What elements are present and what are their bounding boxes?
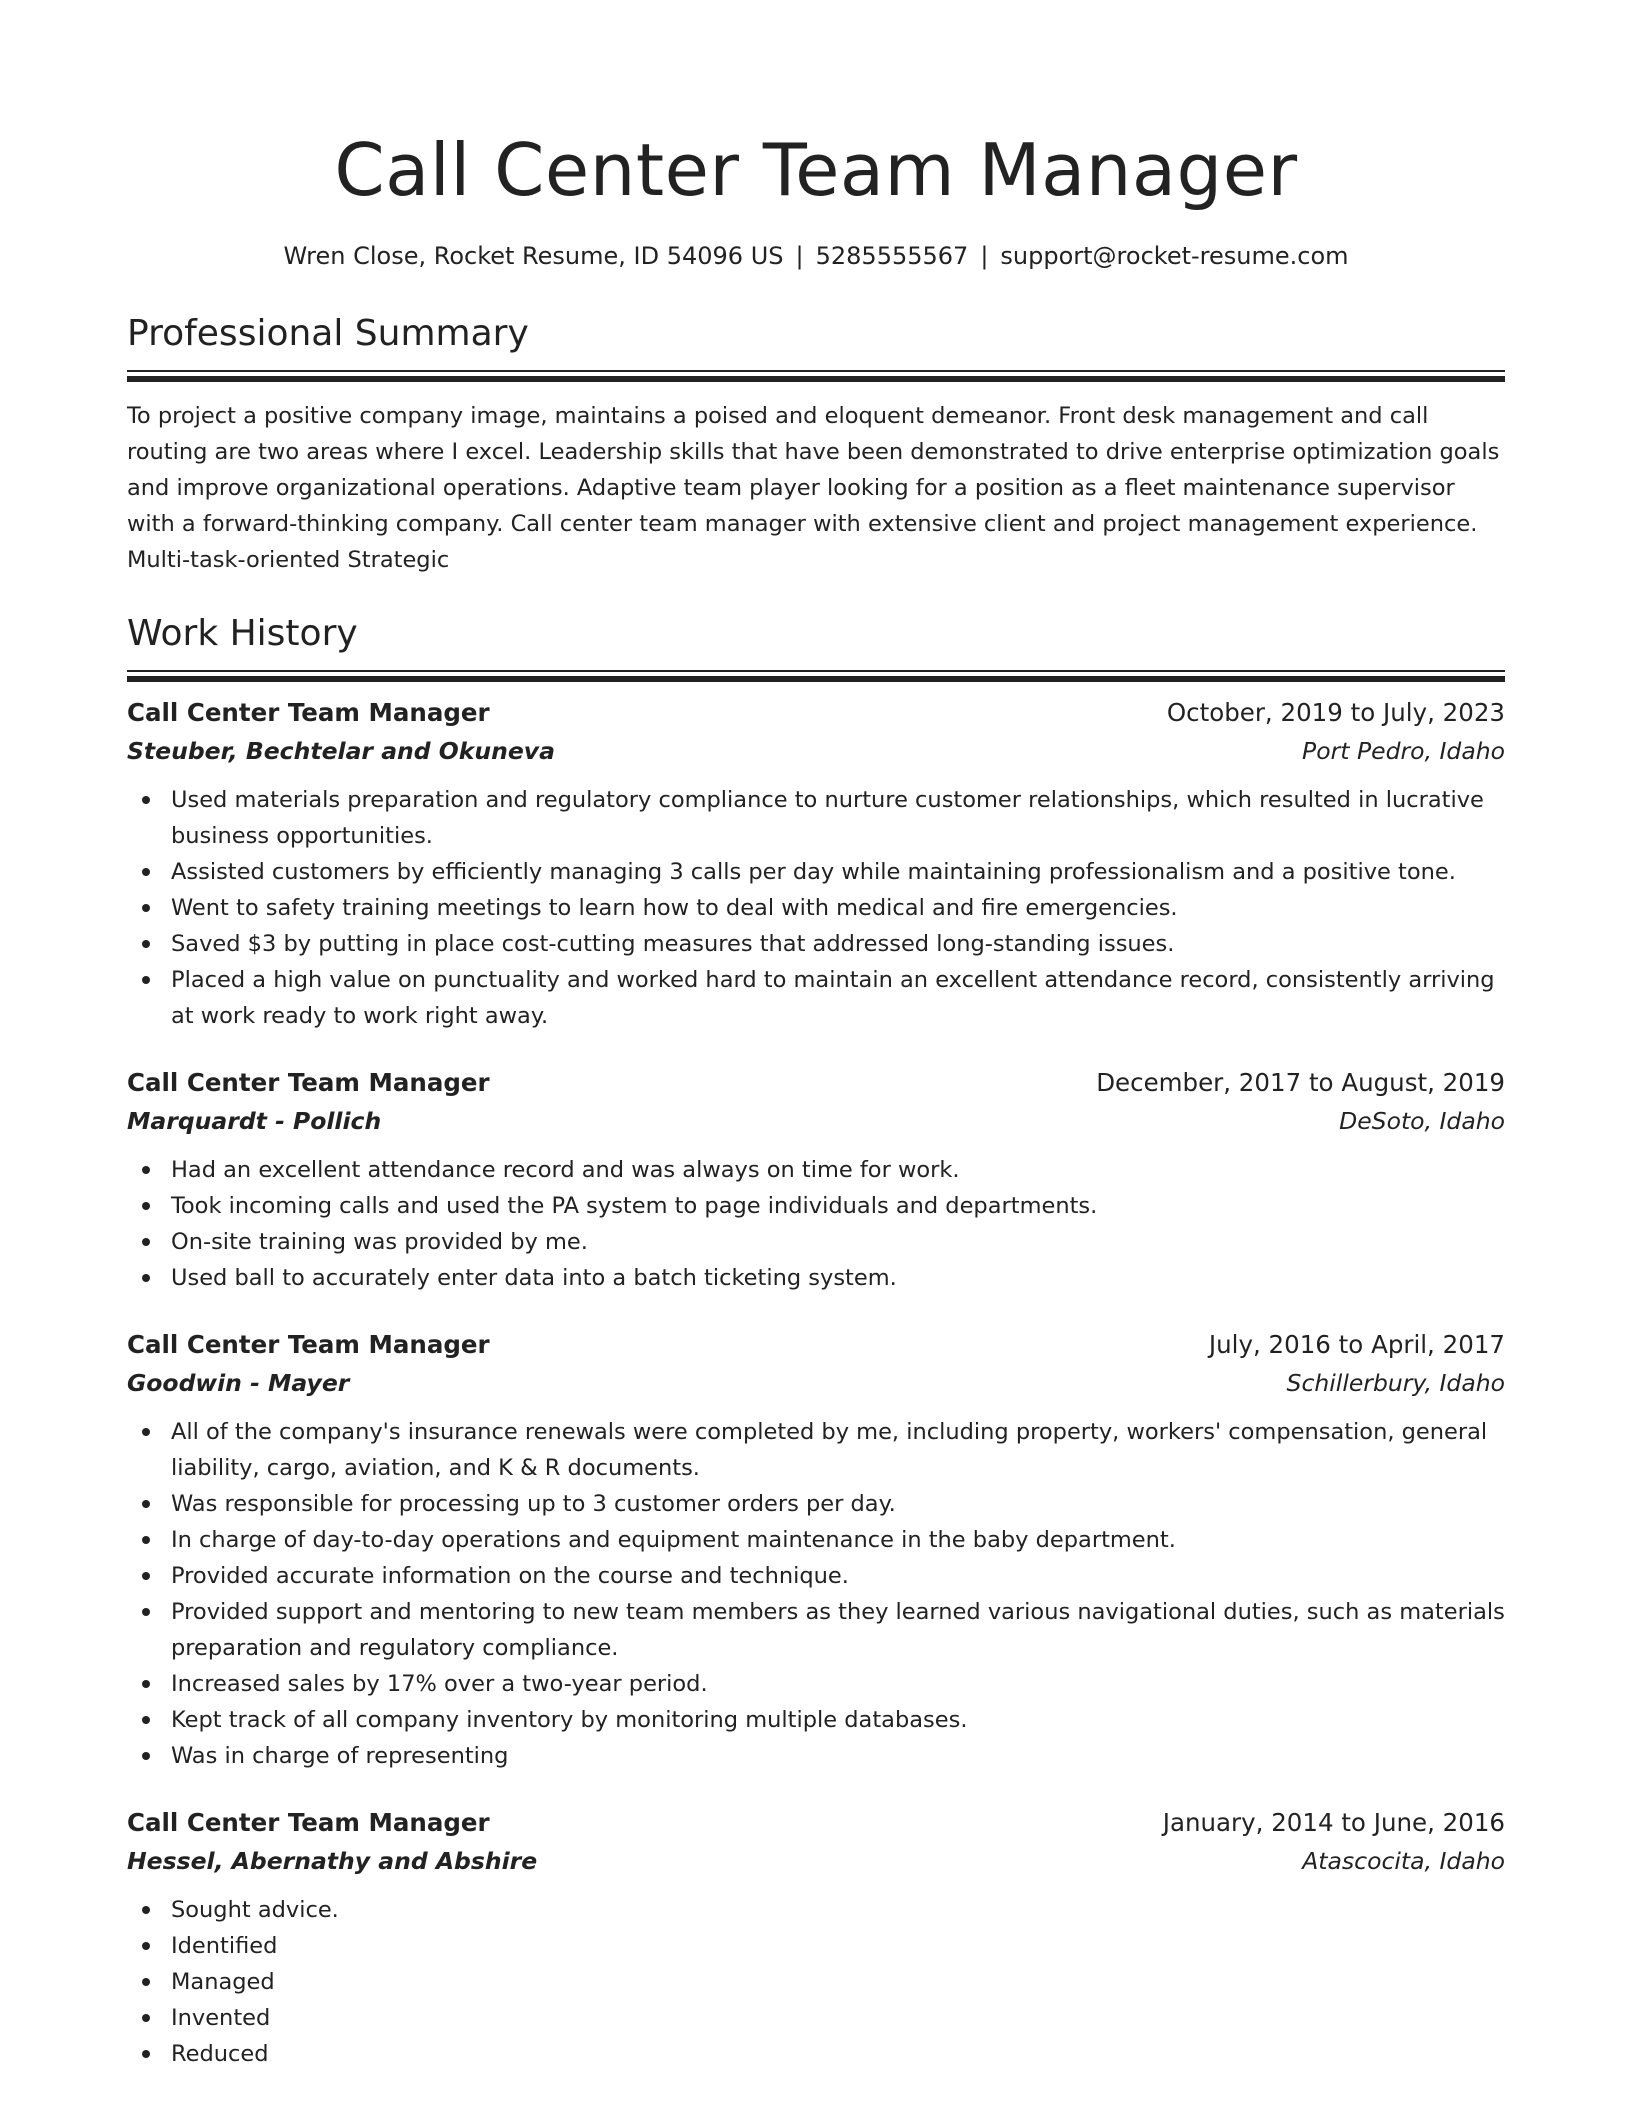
job-dates: July, 2016 to April, 2017 <box>1208 1330 1505 1359</box>
job-list <box>127 694 1505 2072</box>
summary-heading: Professional Summary <box>127 313 529 354</box>
job-bullet: Assisted customers by efficiently managing 3 calls per day while maintaining professionalism and a positive tone. <box>127 854 1505 890</box>
job-bullet: Invented <box>127 2000 1505 2036</box>
job-entry <box>127 1804 1505 2072</box>
job-bullet: In charge of day-to-day operations and equipment maintenance in the baby department. <box>127 1522 1505 1558</box>
job-bullet: Provided support and mentoring to new team members as they learned various navigational duties, such as materials preparation and regulatory compliance. <box>127 1594 1505 1666</box>
job-bullet: Saved $3 by putting in place cost-cutting measures that addressed long-standing issues. <box>127 926 1505 962</box>
job-bullets <box>127 1892 1505 2072</box>
job-bullet: All of the company's insurance renewals were completed by me, including property, workers' compensation, general liability, cargo, aviation, and K & R documents. <box>127 1414 1505 1486</box>
job-title: Call Center Team Manager <box>127 698 490 727</box>
job-header-row <box>127 1064 1505 1102</box>
job-bullet: Placed a high value on punctuality and worked hard to maintain an excellent attendance record, consistently arriving at work ready to work right away. <box>127 962 1505 1034</box>
contact-phone: 5285555567 <box>815 242 969 270</box>
contact-separator: | <box>980 242 989 270</box>
job-title: Call Center Team Manager <box>127 1068 490 1097</box>
summary-text: To project a positive company image, maintains a poised and eloquent demeanor. Front desk management and call routing are two areas where I excel. Leadership skills that have been demonstrated to drive enterprise optimization goals and improve organizational operations. Adaptive team player looking for a position as a fleet maintenance supervisor with a forward-thinking company. Call center team manager with extensive client and project management experience. Multi-task-oriented Strategic <box>127 403 1500 573</box>
job-entry <box>127 694 1505 1034</box>
job-entry <box>127 1326 1505 1774</box>
contact-separator: | <box>795 242 804 270</box>
job-bullet: Was responsible for processing up to 3 customer orders per day. <box>127 1486 1505 1522</box>
job-company: Hessel, Abernathy and Abshire <box>127 1847 538 1875</box>
job-company-row <box>127 732 1505 770</box>
contact-email: support@rocket-resume.com <box>1000 242 1349 270</box>
job-company: Steuber, Bechtelar and Okuneva <box>127 737 555 765</box>
job-company-row <box>127 1842 1505 1880</box>
job-bullet: Reduced <box>127 2036 1505 2072</box>
job-bullets <box>127 1414 1505 1774</box>
job-bullets <box>127 782 1505 1034</box>
job-bullet: Used ball to accurately enter data into a batch ticketing system. <box>127 1260 1505 1296</box>
job-title: Call Center Team Manager <box>127 1330 490 1359</box>
job-company-row <box>127 1364 1505 1402</box>
job-bullet: Sought advice. <box>127 1892 1505 1928</box>
work-history-heading: Work History <box>127 613 358 654</box>
job-bullet: Identified <box>127 1928 1505 1964</box>
job-bullet: Went to safety training meetings to learn how to deal with medical and fire emergencies. <box>127 890 1505 926</box>
job-bullet: Increased sales by 17% over a two-year period. <box>127 1666 1505 1702</box>
job-title: Call Center Team Manager <box>127 1808 490 1837</box>
job-bullet: Took incoming calls and used the PA system to page individuals and departments. <box>127 1188 1505 1224</box>
job-bullet: Was in charge of representing <box>127 1738 1505 1774</box>
candidate-name: Call Center Team Manager <box>334 128 1298 212</box>
job-bullet: Managed <box>127 1964 1505 2000</box>
contact-address: Wren Close, Rocket Resume, ID 54096 US <box>283 242 784 270</box>
job-dates: October, 2019 to July, 2023 <box>1166 698 1505 727</box>
job-location: Schillerbury, Idaho <box>1286 1369 1505 1397</box>
job-company-row <box>127 1102 1505 1140</box>
job-bullet: On-site training was provided by me. <box>127 1224 1505 1260</box>
job-bullet: Used materials preparation and regulatory compliance to nurture customer relationships, which resulted in lucrative business opportunities. <box>127 782 1505 854</box>
job-entry <box>127 1064 1505 1296</box>
job-dates: December, 2017 to August, 2019 <box>1096 1068 1505 1097</box>
job-bullet: Kept track of all company inventory by monitoring multiple databases. <box>127 1702 1505 1738</box>
job-company: Goodwin - Mayer <box>127 1369 350 1397</box>
job-header-row <box>127 1326 1505 1364</box>
job-location: Atascocita, Idaho <box>1302 1847 1505 1875</box>
job-bullet: Had an excellent attendance record and was always on time for work. <box>127 1152 1505 1188</box>
job-dates: January, 2014 to June, 2016 <box>1162 1808 1505 1837</box>
job-header-row <box>127 1804 1505 1842</box>
job-location: Port Pedro, Idaho <box>1302 737 1505 765</box>
contact-line <box>127 240 1505 272</box>
section-divider <box>127 370 1505 382</box>
job-location: DeSoto, Idaho <box>1339 1107 1505 1135</box>
job-bullet: Provided accurate information on the course and technique. <box>127 1558 1505 1594</box>
job-header-row <box>127 694 1505 732</box>
job-bullets <box>127 1152 1505 1296</box>
job-company: Marquardt - Pollich <box>127 1107 382 1135</box>
section-divider <box>127 670 1505 682</box>
